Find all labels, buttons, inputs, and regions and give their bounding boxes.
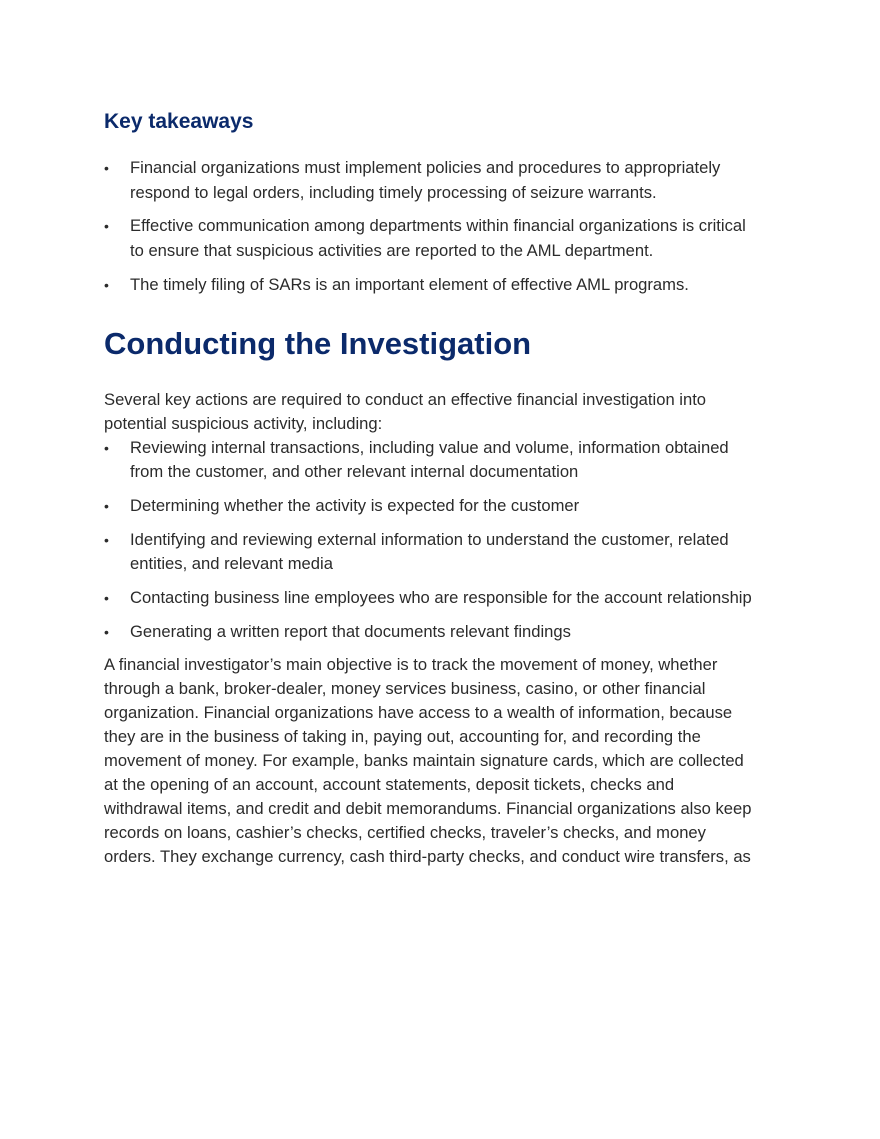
- investigation-section: [104, 324, 754, 870]
- bullet-icon: •: [104, 623, 109, 640]
- list-item: [104, 156, 754, 205]
- list-item: [104, 494, 754, 519]
- list-item: [104, 528, 754, 577]
- list-item-text: Effective communication among departments within financial organizations is critical to ensure that suspicious activities are reported to the AML department.: [130, 216, 746, 261]
- investigation-intro: Several key actions are required to conduct an effective financial investigation into potential suspicious activity, including:: [104, 389, 707, 433]
- list-item-text: Contacting business line employees who are responsible for the account relationship: [130, 588, 752, 608]
- bullet-icon: •: [104, 590, 109, 607]
- bullet-icon: •: [104, 160, 109, 176]
- bullet-icon: •: [104, 276, 109, 293]
- list-item-text: The timely filing of SARs is an important element of effective AML programs.: [130, 274, 689, 294]
- list-item-text: Reviewing internal transactions, including value and volume, information obtained from the customer, and other relevant internal documentation: [130, 437, 729, 482]
- list-item-text: Generating a written report that documents relevant findings: [130, 621, 571, 641]
- list-item: [104, 620, 754, 645]
- investigation-heading: Conducting the Investigation: [104, 325, 532, 361]
- key-takeaways-heading: Key takeaways: [104, 110, 254, 133]
- investigation-paragraph: A financial investigator’s main objective is to track the movement of money, whether through a bank, broker-dealer, money services business, casino, or other financial organization. Financial organizations have access to a wealth of information, because they are in the business of taking in, paying out, accounting for, and recording the movement of money. For example, banks maintain signature cards, which are collected at the opening of an account, account statements, deposit tickets, checks and withdrawal items, and credit and debit memorandums. Financial organizations also keep records on loans, cashier’s checks, certified checks, traveler’s checks, and money orders. They exchange currency, cash third-party checks, and conduct wire transfers, as: [104, 655, 752, 867]
- investigation-actions-list: [104, 436, 754, 645]
- list-item-text: Identifying and reviewing external information to understand the customer, related entities, and relevant media: [130, 529, 729, 574]
- list-item: [104, 214, 754, 263]
- document-page: [104, 108, 754, 869]
- bullet-icon: •: [104, 439, 109, 456]
- list-item-text: Financial organizations must implement policies and procedures to appropriately respond to legal orders, including timely processing of seizure warrants.: [130, 158, 721, 202]
- list-item: [104, 586, 754, 611]
- list-item: [104, 273, 754, 298]
- list-item-text: Determining whether the activity is expected for the customer: [130, 495, 580, 515]
- key-takeaways-list: [104, 156, 754, 298]
- list-item: [104, 436, 754, 485]
- key-takeaways-section: [104, 108, 754, 298]
- bullet-icon: •: [104, 531, 109, 548]
- bullet-icon: •: [104, 218, 109, 235]
- bullet-icon: •: [104, 497, 109, 514]
